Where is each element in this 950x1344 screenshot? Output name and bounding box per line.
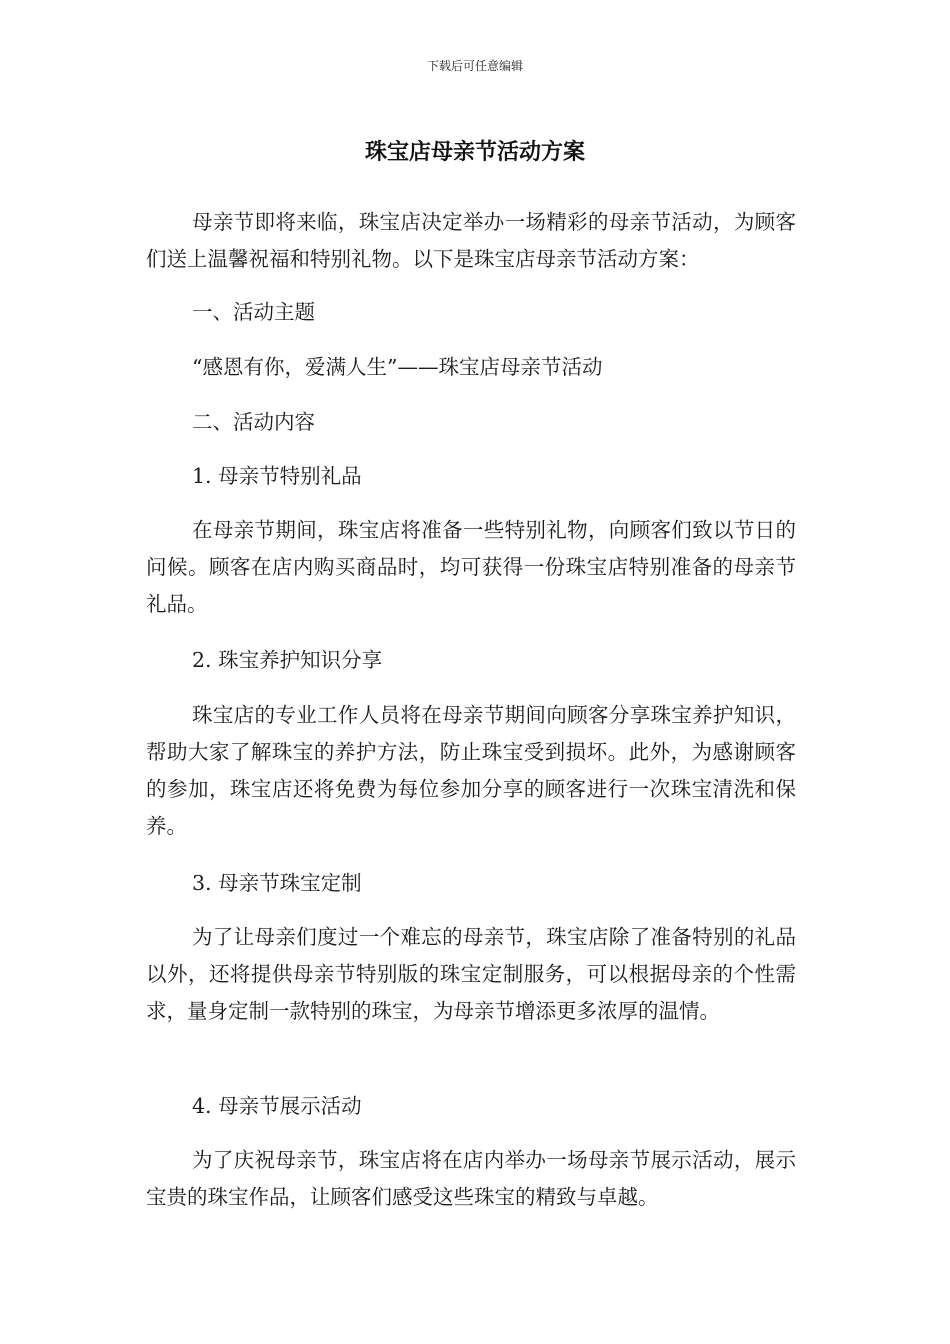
item-heading-care: 2. 珠宝养护知识分享 [192,648,383,672]
theme-line: “感恩有你，爱满人生”——珠宝店母亲节活动 [192,355,603,379]
section-heading-content: 二、活动内容 [192,410,315,434]
item-text-exhibition: 为了庆祝母亲节，珠宝店将在店内举办一场母亲节展示活动，展示宝贵的珠宝作品，让顾客们感受这些珠宝的精致与卓越。 [146,1148,796,1209]
item-heading-exhibition: 4. 母亲节展示活动 [192,1094,362,1118]
item-heading-gifts: 1. 母亲节特别礼品 [192,464,362,488]
section-heading-theme: 一、活动主题 [192,300,315,324]
item-text-custom: 为了让母亲们度过一个难忘的母亲节，珠宝店除了准备特别的礼品以外，还将提供母亲节特别版的珠宝定制服务，可以根据母亲的个性需求，量身定制一款特别的珠宝，为母亲节增添更多浓厚的温情。 [146,925,796,1023]
item-text-gifts: 在母亲节期间，珠宝店将准备一些特别礼物，向顾客们致以节日的问候。顾客在店内购买商品时，均可获得一份珠宝店特别准备的母亲节礼品。 [146,518,796,616]
intro-paragraph: 母亲节即将来临，珠宝店决定举办一场精彩的母亲节活动，为顾客们送上温馨祝福和特别礼物。以下是珠宝店母亲节活动方案： [146,210,796,271]
header-note: 下载后可任意编辑 [426,59,523,73]
item-heading-custom: 3. 母亲节珠宝定制 [192,871,362,895]
item-text-care: 珠宝店的专业工作人员将在母亲节期间向顾客分享珠宝养护知识，帮助大家了解珠宝的养护方法，防止珠宝受到损坏。此外，为感谢顾客的参加，珠宝店还将免费为每位参加分享的顾客进行一次珠宝清洗和保养。 [146,703,796,838]
document-title: 珠宝店母亲节活动方案 [364,140,585,165]
